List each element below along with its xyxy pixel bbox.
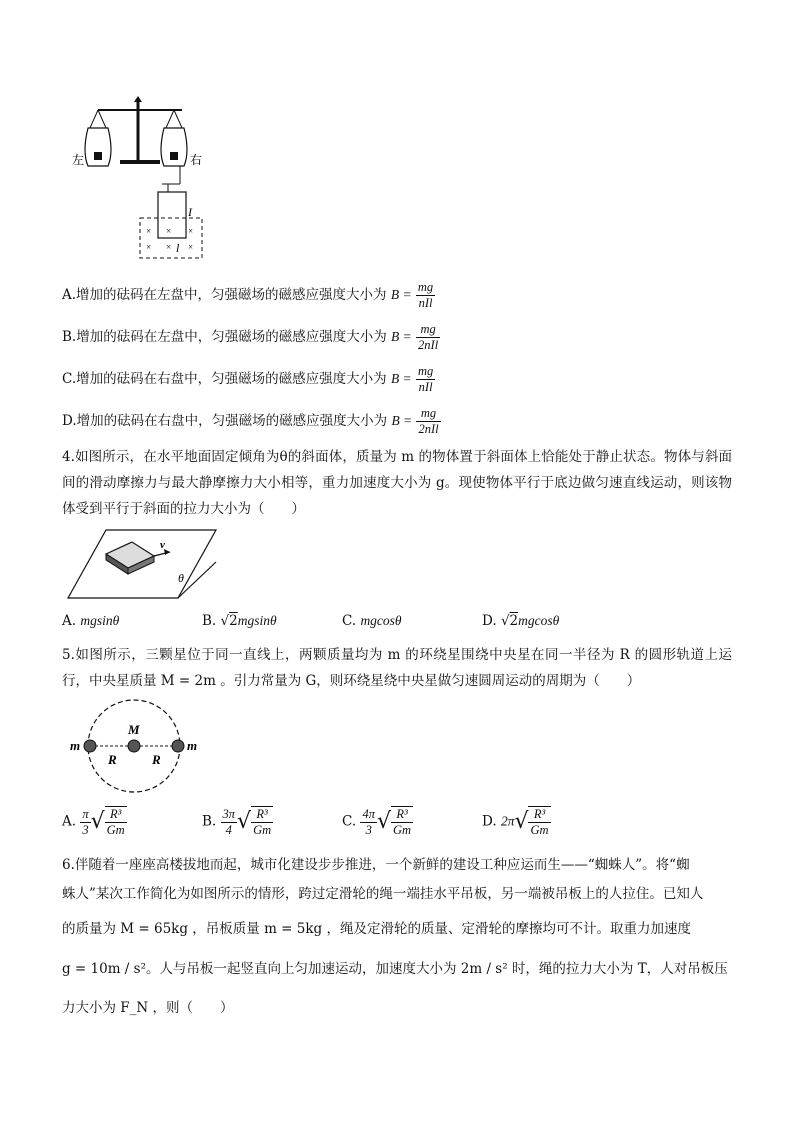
q5-option-c-radical: $\frac{\text{R³}}{Gm}$ [392, 807, 412, 837]
star-m-left-label: m [70, 738, 81, 753]
q6-line-3: 的质量为 M = 65kg ，吊板质量 m = 5kg ，绳及定滑轮的质量、定滑轮的摩擦均可不计。取重力加速度 [62, 921, 691, 937]
q3-option-b-frac: $\frac{mg}{\text{2nIl}}$ [418, 322, 439, 352]
q5-option-a-radical: $\frac{\text{R³}}{Gm}$ [106, 807, 125, 837]
q3-option-a-lhs: B = [390, 287, 412, 302]
q3-option-a-frac: $\frac{mg}{\text{nIl}}$ [417, 280, 434, 310]
q4-option-c[interactable] [342, 612, 402, 630]
q3-option-d[interactable] [62, 406, 441, 437]
q3-option-b-lhs: B = [391, 329, 412, 344]
q6-line-2: 蛛人”某次工作简化为如图所示的情形，跨过定滑轮的绳一端挂水平吊板，另一端被吊板上的人拉住。已知人 [62, 886, 704, 902]
q4-option-b-expr: mgsinθ [237, 613, 277, 628]
q4-option-b-sqrt: √2 [220, 613, 238, 629]
q6-line-1: 6.伴随着一座座高楼拔地而起，城市化建设步步推进，一个新鲜的建设工种应运而生——“蜘蛛人”。将“蜘 [62, 857, 690, 873]
radius-label-left: R [108, 752, 117, 767]
right-pan-label: 右 [190, 153, 203, 167]
q3-option-c[interactable] [62, 364, 435, 395]
q5-option-b-radical: $\frac{\text{R³}}{Gm}$ [253, 807, 272, 837]
q4-option-d-label: D. [482, 613, 497, 629]
q3-option-b[interactable] [62, 322, 440, 353]
q4-option-a-expr: mgsinθ [80, 613, 120, 628]
q4-option-d-expr: mgcosθ [518, 613, 560, 628]
balance-coil-figure [70, 92, 210, 264]
q5-option-b[interactable]: B. $\frac{3\pi}{4}$ √ $\frac{\text{R³}}{Gm}$ [202, 806, 272, 837]
q6-line-4: g = 10m / s²。人与吊板一起竖直向上匀加速运动，加速度大小为 2m / s² 时，绳的拉力大小为 T，人对吊板压 [62, 961, 728, 977]
svg-text:×: × [166, 242, 172, 252]
q4-option-d[interactable] [482, 612, 559, 630]
q5-option-a[interactable]: A. $\frac{\pi}{3}$ √ $\frac{\text{R³}}{Gm}$ [62, 806, 125, 837]
svg-text:×: × [166, 226, 172, 236]
q5-option-c-coef: $\frac{4\pi}{3}$ [362, 806, 375, 837]
q5-option-d-label: D. [482, 813, 497, 830]
svg-text:×: × [146, 226, 152, 236]
incline-block-figure [66, 522, 226, 602]
q4-option-d-sqrt: √2 [500, 613, 519, 629]
q5-option-a-coef: $\frac{\pi}{3}$ [82, 806, 89, 837]
svg-text:×: × [188, 226, 194, 236]
q5-stem: 5.如图所示，三颗星位于同一直线上，两颗质量均为 m 的环绕星围绕中央星在同一半径为 R 的圆形轨道上运行，中央星质量 M = 2m 。引力常量为 G，则环绕星绕中央星做匀速圆周运动的周期为（ ） [62, 647, 732, 689]
q3-option-b-text: B.增加的砝码在左盘中，匀强磁场的磁感应强度大小为 [62, 329, 387, 345]
three-star-figure [66, 694, 216, 804]
q3-option-c-lhs: B = [390, 371, 412, 386]
q4-option-a-label: A. [62, 613, 77, 629]
q3-option-c-text: C.增加的砝码在右盘中，匀强磁场的磁感应强度大小为 [62, 371, 387, 387]
q5-option-d[interactable]: D. 2π√ $\frac{\text{R³}}{Gm}$ [482, 807, 549, 837]
q4-option-a[interactable] [62, 612, 119, 630]
q4-option-c-label: C. [342, 613, 357, 629]
q3-option-a-text: A.增加的砝码在左盘中，匀强磁场的磁感应强度大小为 [62, 287, 387, 303]
q5-option-b-label: B. [202, 813, 217, 830]
velocity-label: v [160, 539, 165, 551]
current-label: I [188, 205, 192, 219]
width-label: l [176, 241, 180, 255]
q3-option-a[interactable] [62, 280, 435, 311]
star-M-label: M [128, 722, 140, 737]
q3-option-c-frac: $\frac{mg}{\text{nIl}}$ [417, 364, 434, 394]
q5-option-c-label: C. [342, 813, 357, 830]
q5-option-c[interactable]: C. $\frac{4\pi}{3}$ √ $\frac{\text{R³}}{Gm}$ [342, 806, 412, 837]
q5-option-a-label: A. [62, 813, 77, 830]
q4-option-b[interactable] [202, 612, 277, 630]
svg-text:×: × [146, 242, 152, 252]
q3-option-d-lhs: B = [391, 413, 413, 428]
q6-line-5: 力大小为 F_N ，则（ ） [62, 1000, 234, 1016]
radius-label-right: R [152, 752, 161, 767]
q4-option-b-label: B. [202, 613, 217, 629]
q3-option-d-text: D.增加的砝码在右盘中，匀强磁场的磁感应强度大小为 [62, 413, 388, 429]
q5-option-d-radical: $\frac{\text{R³}}{Gm}$ [530, 807, 549, 837]
q4-option-c-expr: mgcosθ [360, 613, 402, 628]
svg-text:×: × [188, 242, 194, 252]
left-pan-label: 左 [72, 153, 85, 167]
q5-option-b-coef: $\frac{3\pi}{4}$ [222, 806, 236, 837]
q5-option-d-coef: 2π [500, 813, 515, 829]
theta-label: θ [178, 571, 184, 585]
star-m-right-label: m [187, 738, 198, 753]
q4-stem: 4.如图所示，在水平地面固定倾角为θ的斜面体，质量为 m 的物体置于斜面体上恰能处于静止状态。物体与斜面间的滑动摩擦力与最大静摩擦力大小相等，重力加速度大小为 g。现使物体平行于底边做匀速直线运动，则该物体受到平行于斜面的拉力大小为（ ） [62, 449, 732, 517]
q3-option-d-frac: $\frac{mg}{\text{2nIl}}$ [418, 406, 439, 436]
